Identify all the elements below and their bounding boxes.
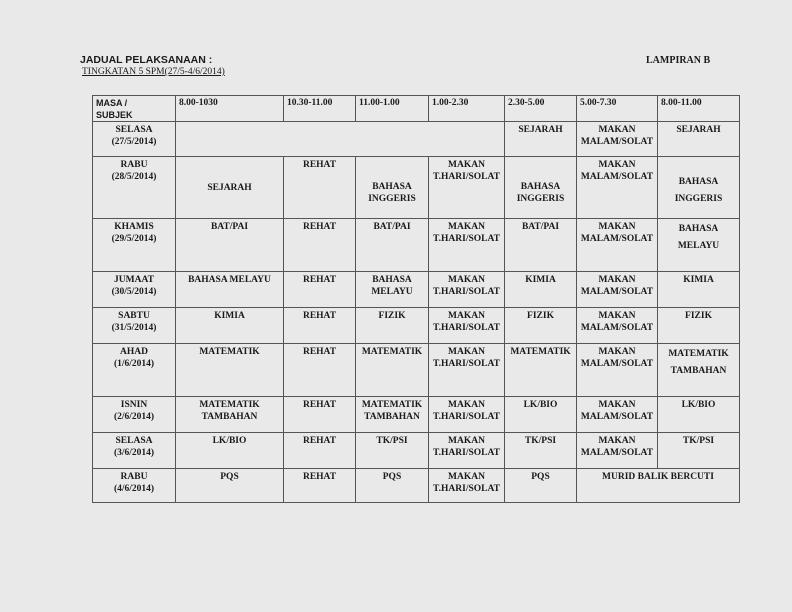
schedule-cell: TK/PSI [505, 433, 577, 469]
schedule-cell: FIZIK [356, 308, 429, 344]
schedule-cell: MATEMATIK [176, 344, 284, 397]
schedule-cell: MAKAN T.HARI/SOLAT [429, 157, 505, 219]
column-header-time-slot: 2.30-5.00 [505, 96, 577, 122]
schedule-cell: MAKAN MALAM/SOLAT [577, 157, 658, 219]
schedule-cell: MAKAN MALAM/SOLAT [577, 344, 658, 397]
schedule-cell: KIMIA [505, 272, 577, 308]
day-cell: SABTU (31/5/2014) [93, 308, 176, 344]
day-cell: ISNIN (2/6/2014) [93, 397, 176, 433]
schedule-cell: KIMIA [176, 308, 284, 344]
schedule-cell: REHAT [284, 219, 356, 272]
day-cell: SELASA (3/6/2014) [93, 433, 176, 469]
schedule-cell: LK/BIO [176, 433, 284, 469]
table-row [93, 433, 740, 469]
schedule-cell: SEJARAH [505, 122, 577, 157]
schedule-cell: MAKAN MALAM/SOLAT [577, 433, 658, 469]
day-cell: AHAD (1/6/2014) [93, 344, 176, 397]
schedule-cell: REHAT [284, 469, 356, 503]
schedule-cell: FIZIK [658, 308, 740, 344]
schedule-cell: MURID BALIK BERCUTI [577, 469, 740, 503]
column-header-time-subject: MASA / SUBJEK [93, 96, 176, 122]
schedule-cell: MATEMATIK TAMBAHAN [356, 397, 429, 433]
document-subtitle: TINGKATAN 5 SPM(27/5-4/6/2014) [82, 67, 225, 77]
schedule-cell: PQS [176, 469, 284, 503]
table-row [93, 122, 740, 157]
schedule-cell: REHAT [284, 308, 356, 344]
schedule-cell: PQS [356, 469, 429, 503]
schedule-cell: BAHASA INGGERIS [658, 157, 740, 219]
column-header-time-slot: 8.00-1030 [176, 96, 284, 122]
schedule-cell: MAKAN MALAM/SOLAT [577, 219, 658, 272]
schedule-cell: MATEMATIK [505, 344, 577, 397]
schedule-cell: MATEMATIK TAMBAHAN [658, 344, 740, 397]
table-row [93, 469, 740, 503]
schedule-cell: MAKAN MALAM/SOLAT [577, 272, 658, 308]
table-row [93, 344, 740, 397]
table-row [93, 219, 740, 272]
day-cell: JUMAAT (30/5/2014) [93, 272, 176, 308]
table-row [93, 308, 740, 344]
schedule-cell: REHAT [284, 433, 356, 469]
schedule-cell: MAKAN T.HARI/SOLAT [429, 308, 505, 344]
table-row [93, 397, 740, 433]
schedule-cell: LK/BIO [505, 397, 577, 433]
day-cell: RABU (28/5/2014) [93, 157, 176, 219]
schedule-cell: MAKAN T.HARI/SOLAT [429, 219, 505, 272]
column-header-time-slot: 11.00-1.00 [356, 96, 429, 122]
column-header-time-slot: 1.00-2.30 [429, 96, 505, 122]
document-title: JADUAL PELAKSANAAN : [80, 54, 213, 66]
column-header-time-slot: 8.00-11.00 [658, 96, 740, 122]
schedule-cell: KIMIA [658, 272, 740, 308]
appendix-label: LAMPIRAN B [646, 55, 711, 66]
header-row [93, 96, 740, 122]
schedule-cell: BAHASA MELAYU [658, 219, 740, 272]
column-header-time-slot: 5.00-7.30 [577, 96, 658, 122]
schedule-cell: PQS [505, 469, 577, 503]
schedule-cell: BAHASA INGGERIS [356, 157, 429, 219]
schedule-cell [176, 122, 505, 157]
schedule-cell: MATEMATIK [356, 344, 429, 397]
schedule-cell: BAT/PAI [505, 219, 577, 272]
schedule-cell: REHAT [284, 397, 356, 433]
schedule-cell: MAKAN T.HARI/SOLAT [429, 344, 505, 397]
schedule-cell: MAKAN T.HARI/SOLAT [429, 397, 505, 433]
day-cell: SELASA (27/5/2014) [93, 122, 176, 157]
schedule-cell: MAKAN T.HARI/SOLAT [429, 469, 505, 503]
schedule-cell: MAKAN MALAM/SOLAT [577, 122, 658, 157]
schedule-cell: TK/PSI [658, 433, 740, 469]
schedule-cell: SEJARAH [176, 157, 284, 219]
schedule-table [92, 95, 740, 503]
schedule-cell: MAKAN T.HARI/SOLAT [429, 433, 505, 469]
schedule-cell: SEJARAH [658, 122, 740, 157]
schedule-cell: LK/BIO [658, 397, 740, 433]
schedule-cell: FIZIK [505, 308, 577, 344]
schedule-cell: REHAT [284, 344, 356, 397]
schedule-cell: MATEMATIK TAMBAHAN [176, 397, 284, 433]
table-row [93, 272, 740, 308]
column-header-time-slot: 10.30-11.00 [284, 96, 356, 122]
schedule-cell: MAKAN T.HARI/SOLAT [429, 272, 505, 308]
schedule-cell: BAHASA MELAYU [356, 272, 429, 308]
schedule-cell: BAHASA MELAYU [176, 272, 284, 308]
schedule-cell: REHAT [284, 272, 356, 308]
schedule-cell: BAT/PAI [176, 219, 284, 272]
day-cell: KHAMIS (29/5/2014) [93, 219, 176, 272]
schedule-cell: BAT/PAI [356, 219, 429, 272]
day-cell: RABU (4/6/2014) [93, 469, 176, 503]
schedule-cell: MAKAN MALAM/SOLAT [577, 308, 658, 344]
schedule-cell: BAHASA INGGERIS [505, 157, 577, 219]
schedule-cell: TK/PSI [356, 433, 429, 469]
schedule-cell: REHAT [284, 157, 356, 219]
schedule-cell: MAKAN MALAM/SOLAT [577, 397, 658, 433]
table-row [93, 157, 740, 219]
